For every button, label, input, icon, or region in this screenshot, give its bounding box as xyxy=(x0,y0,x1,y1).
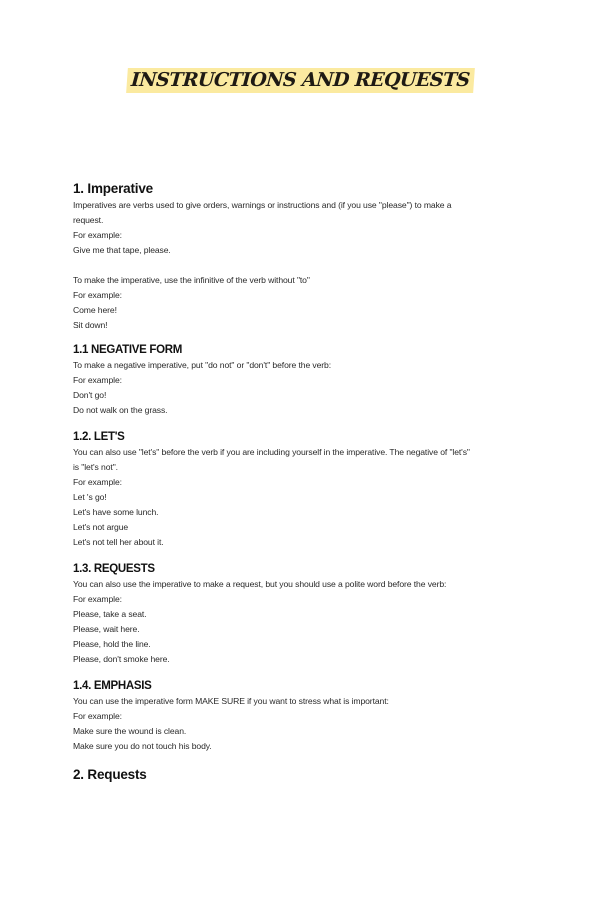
paragraph-line: You can use the imperative form MAKE SURE if you want to stress what is important: xyxy=(73,696,389,706)
paragraph-line: You can also use "let's" before the verb if you are including yourself in the imperative. The negative of "let's" xyxy=(73,447,470,457)
example-item: Come here! xyxy=(73,305,117,315)
page-title: INSTRUCTIONS AND REQUESTS xyxy=(126,68,474,93)
paragraph-line: request. xyxy=(73,215,104,225)
example-item: Give me that tape, please. xyxy=(73,245,171,255)
section-heading: 1. Imperative xyxy=(73,181,153,196)
section-imperative xyxy=(73,180,543,333)
example-label: For example: xyxy=(73,230,122,240)
section-emphasis xyxy=(73,679,543,754)
paragraph-line: To make a negative imperative, put "do not" or "don't" before the verb: xyxy=(73,360,332,370)
section-heading: 2. Requests xyxy=(73,767,147,782)
example-item: Please, hold the line. xyxy=(73,639,151,649)
example-item: Don't go! xyxy=(73,390,107,400)
spacer xyxy=(73,258,543,273)
document-body xyxy=(73,180,543,784)
paragraph-line: To make the imperative, use the infinitive of the verb without "to" xyxy=(73,275,310,285)
example-item: Sit down! xyxy=(73,320,108,330)
subsection-heading: 1.4. EMPHASIS xyxy=(73,680,152,692)
example-item: Let's not argue xyxy=(73,522,129,532)
section-lets xyxy=(73,430,543,550)
example-item: Let's not tell her about it. xyxy=(73,537,164,547)
example-item: Make sure the wound is clean. xyxy=(73,726,187,736)
example-item: Please, take a seat. xyxy=(73,609,147,619)
example-label: For example: xyxy=(73,711,122,721)
paragraph-line: You can also use the imperative to make a request, but you should use a polite word before the verb: xyxy=(73,579,447,589)
title-area xyxy=(0,68,600,98)
example-label: For example: xyxy=(73,594,122,604)
paragraph-line: Imperatives are verbs used to give orders, warnings or instructions and (if you use "please") to make a xyxy=(73,200,452,210)
example-label: For example: xyxy=(73,477,122,487)
example-label: For example: xyxy=(73,375,122,385)
section-negative-form xyxy=(73,343,543,418)
example-item: Do not walk on the grass. xyxy=(73,405,168,415)
subsection-heading: 1.2. LET'S xyxy=(73,431,125,443)
document-page xyxy=(0,68,600,916)
subsection-heading: 1.3. REQUESTS xyxy=(73,563,155,575)
subsection-heading: 1.1 NEGATIVE FORM xyxy=(73,344,183,356)
section-requests xyxy=(73,766,543,784)
example-item: Let's have some lunch. xyxy=(73,507,159,517)
example-item: Let 's go! xyxy=(73,492,107,502)
paragraph-line: is "let's not". xyxy=(73,462,118,472)
example-item: Please, don't smoke here. xyxy=(73,654,170,664)
section-requests-imperative xyxy=(73,562,543,667)
example-label: For example: xyxy=(73,290,122,300)
example-item: Make sure you do not touch his body. xyxy=(73,741,212,751)
example-item: Please, wait here. xyxy=(73,624,140,634)
